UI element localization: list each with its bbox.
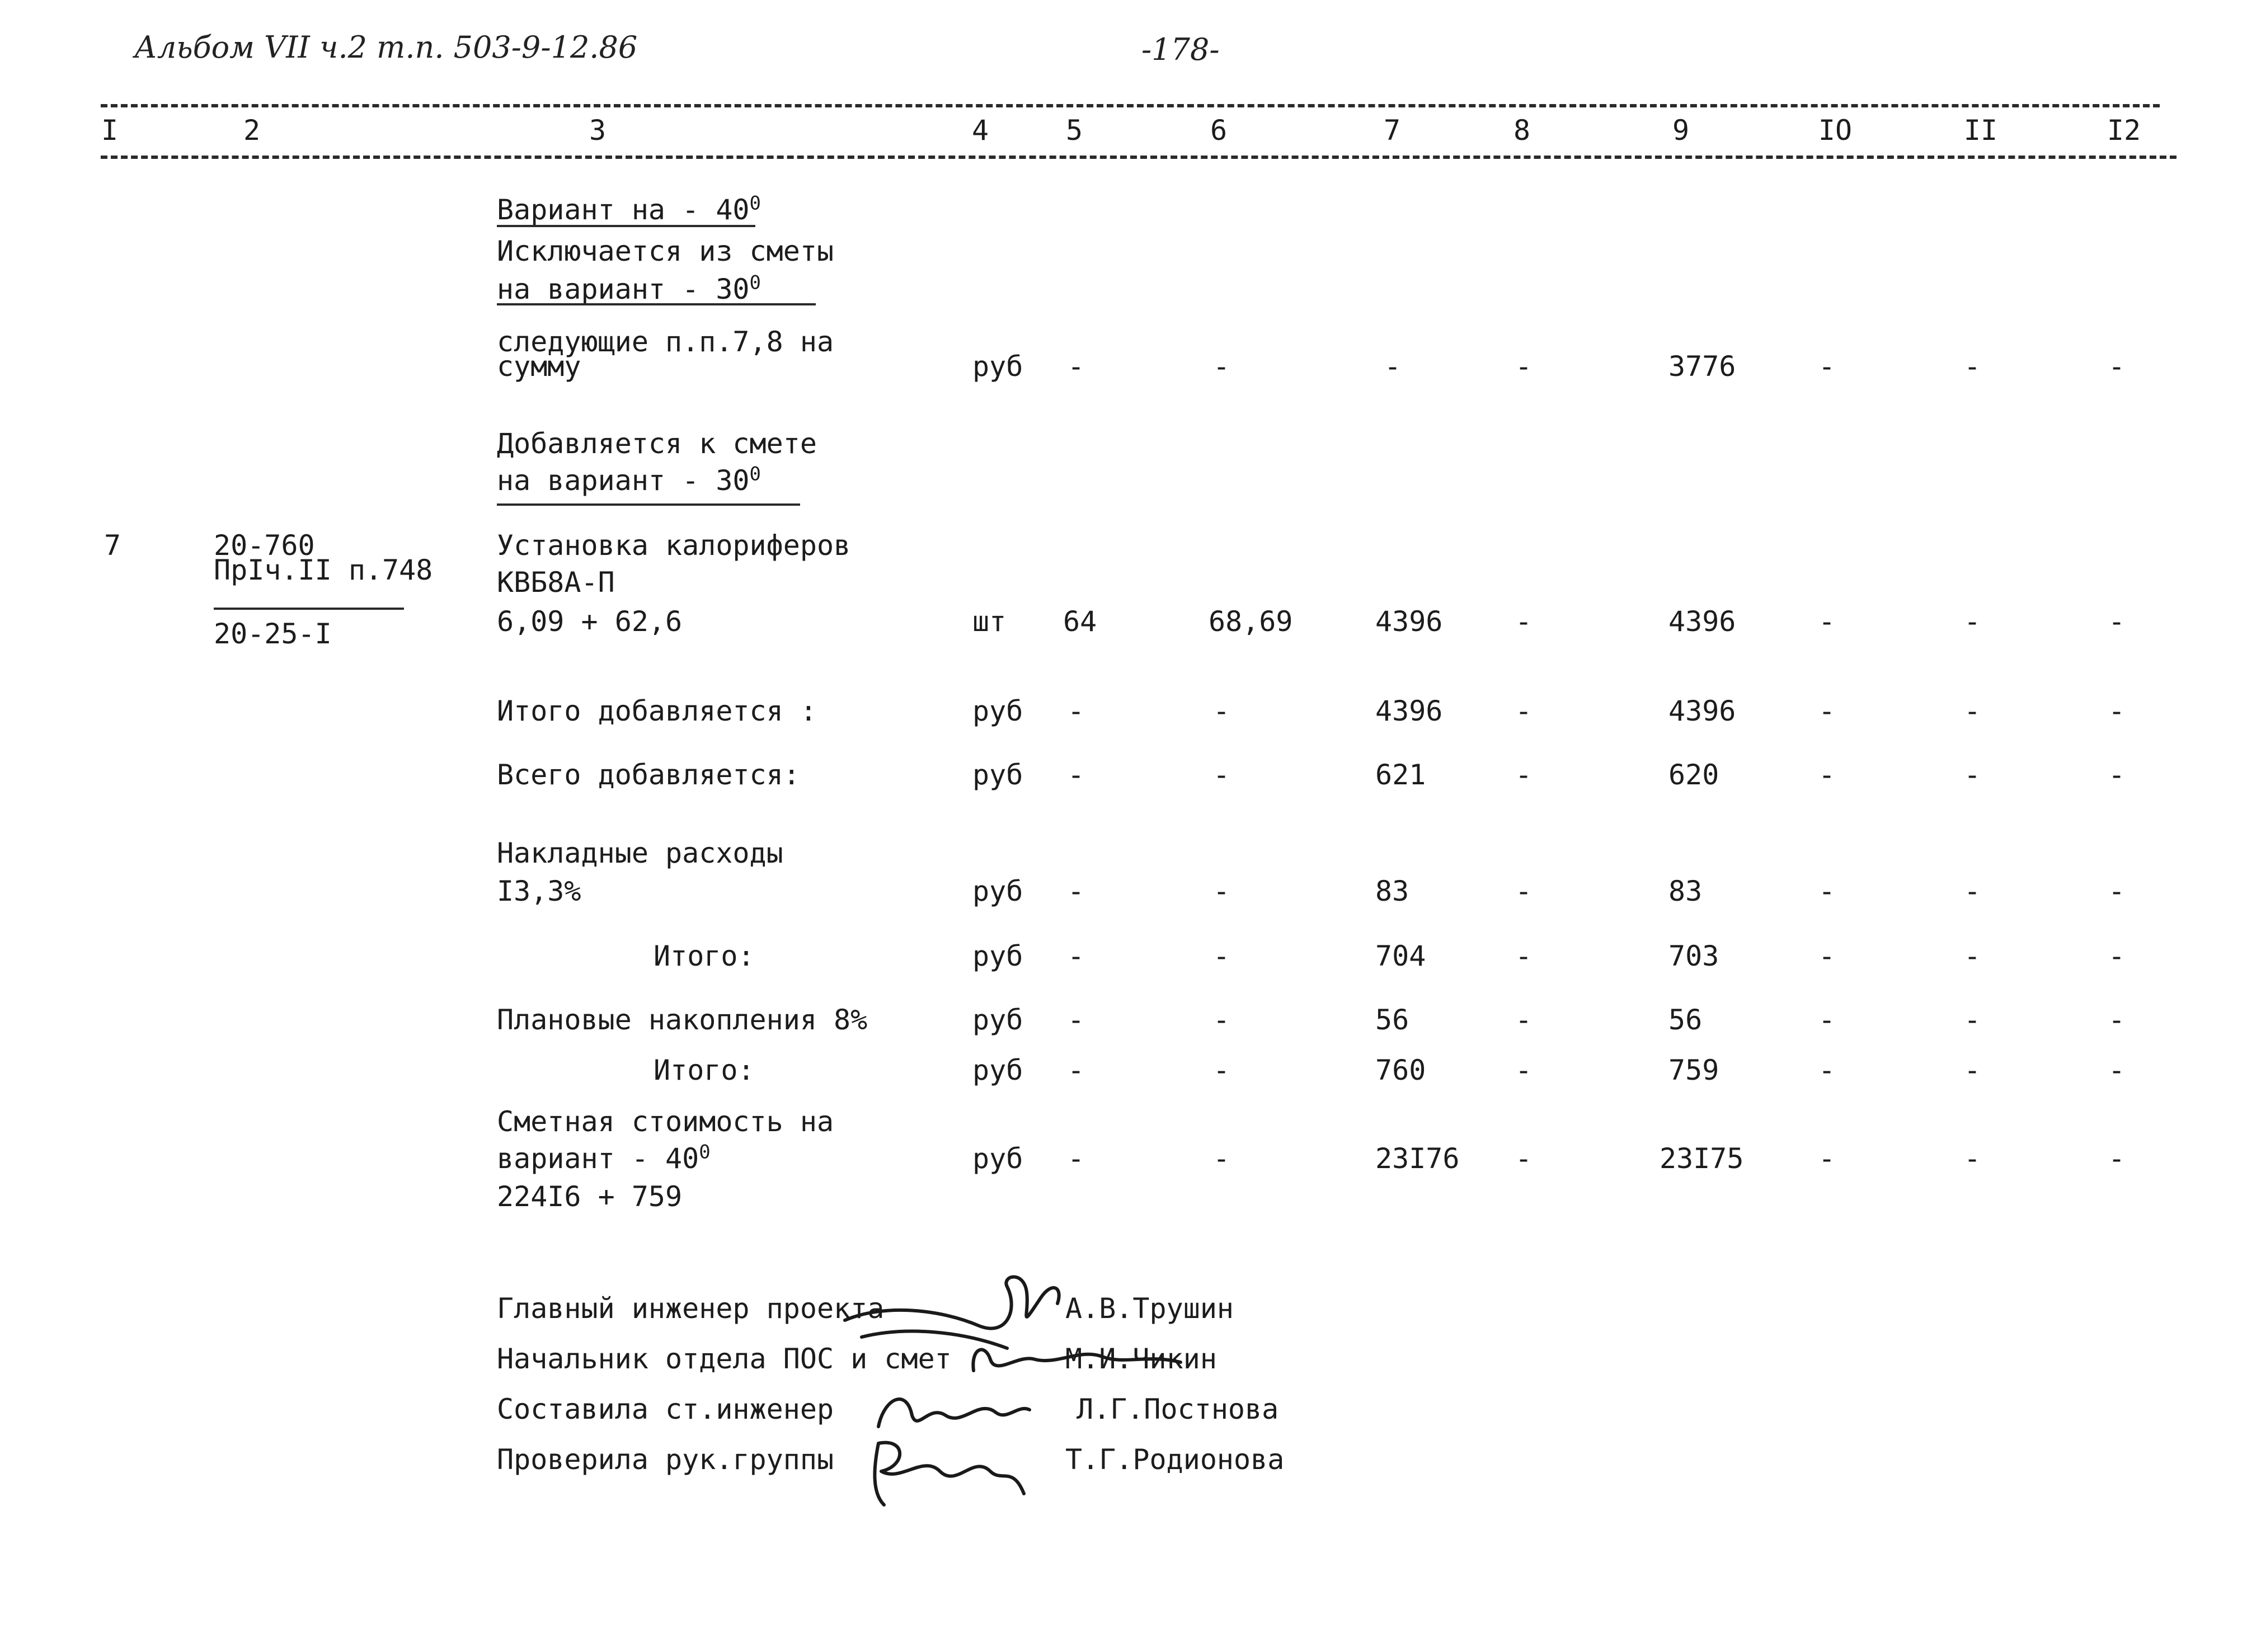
cell-c8: - [1515,695,1533,727]
cell-c7: 83 [1375,875,1409,907]
excluded-items-line-2: сумму [497,350,581,383]
cell-c8: - [1515,1142,1533,1175]
item-name-3: 6,09 + 62,6 [497,605,683,638]
cell-c12: - [2108,940,2126,972]
col-header-2: 2 [243,114,261,147]
cell-unit: руб [972,350,1023,383]
cell-c11: - [1964,1054,1981,1086]
cell-c10: - [1818,1142,1836,1175]
added-line-1: Добавляется к смете [497,427,817,460]
excluded-line-2: на вариант - $30^0$ [497,271,761,305]
signature-name: М.И.Чикин [1065,1343,1217,1375]
cell-c10: - [1818,875,1836,907]
cell-c11: - [1964,350,1981,383]
signature-role: Главный инженер проекта [497,1292,885,1325]
album-reference: Альбом VII ч.2 т.п. 503-9-12.86 [134,30,638,65]
signature-name: Л.Г.Постнова [1077,1393,1279,1425]
cell-c12: - [2108,1054,2126,1086]
cell-unit: руб [972,1004,1023,1036]
row-label: Плановые накопления 8% [497,1004,868,1036]
header-rule-top [101,104,2160,107]
handwritten-signature-2 [968,1331,1203,1382]
cell-c10: - [1818,1054,1836,1086]
handwritten-signature-4 [862,1432,1041,1516]
item-code-3: 20-25-I [214,618,332,650]
cell-c8: - [1515,1054,1533,1086]
signature-role: Начальник отдела ПОС и смет [497,1343,952,1375]
cell-c12: - [2108,605,2126,638]
added-underline [497,503,800,506]
page-number: -178- [1141,32,1220,67]
cell-c7: 56 [1375,1004,1409,1036]
cell-c11: - [1964,759,1981,791]
cell-c10: - [1818,605,1836,638]
cell-c9: 83 [1668,875,1703,907]
cell-c6: - [1213,1054,1230,1086]
cell-c5: - [1068,940,1085,972]
cell-c11: - [1964,1142,1981,1175]
col-header-10: IO [1818,114,1853,147]
col-header-4: 4 [971,114,989,147]
cell-c7: 621 [1375,759,1426,791]
cell-c10: - [1818,1004,1836,1036]
row-label-rate: I3,3% [497,875,581,907]
variant-title-underline [497,225,755,227]
col-header-5: 5 [1065,114,1083,147]
cell-c11: - [1964,940,1981,972]
cell-c6: - [1213,875,1230,907]
row-label: Сметная стоимость на [497,1105,834,1138]
cell-c6: - [1213,695,1230,727]
cell-c6: - [1213,1142,1230,1175]
cell-c10: - [1818,940,1836,972]
cell-c12: - [2108,759,2126,791]
cell-c12: - [2108,875,2126,907]
excluded-underline [497,303,816,305]
cell-c5: - [1068,695,1085,727]
cell-c10: - [1818,350,1836,383]
cell-c6: - [1213,1004,1230,1036]
item-number: 7 [104,529,121,562]
cell-c9: 23I75 [1660,1142,1744,1175]
cell-c7: 4396 [1375,605,1443,638]
handwritten-signature-3 [867,1382,1035,1438]
variant-title: Вариант на - $40^0$ [497,192,761,226]
cell-c11: - [1964,875,1981,907]
cell-c5: - [1068,759,1085,791]
cell-c8: - [1515,350,1533,383]
row-label: Всего добавляется: [497,759,800,791]
signature-name: Т.Г.Родионова [1065,1443,1285,1476]
cell-c6: - [1213,350,1230,383]
cell-c11: - [1964,695,1981,727]
cell-c5: - [1068,1004,1085,1036]
cell-c6: - [1213,940,1230,972]
excluded-items-line-1: следующие п.п.7,8 на [497,326,834,358]
cell-unit: руб [972,1142,1023,1175]
signature-name: А.В.Трушин [1065,1292,1234,1325]
item-code-divider [214,608,404,610]
cell-c5: 64 [1063,605,1097,638]
item-name-2: КВБ8А-П [497,566,615,599]
cell-c11: - [1964,1004,1981,1036]
cell-c11: - [1964,605,1981,638]
header-rule-bottom [101,156,2177,159]
row-label-variant: вариант - $40^0$ [497,1141,711,1175]
col-header-8: 8 [1513,114,1531,147]
cell-unit: руб [972,759,1023,791]
cell-c8: - [1515,759,1533,791]
cell-c7: 704 [1375,940,1426,972]
row-label: Накладные расходы [497,837,783,869]
row-label: Итого добавляется : [497,695,817,727]
cell-c8: - [1515,940,1533,972]
cell-c12: - [2108,350,2126,383]
excluded-line-1: Исключается из сметы [497,235,834,267]
col-header-1: I [101,114,119,147]
col-header-3: 3 [589,114,607,147]
cell-c9: 56 [1668,1004,1703,1036]
cell-c5: - [1068,875,1085,907]
cell-c5: - [1068,350,1085,383]
cell-c7: 760 [1375,1054,1426,1086]
cell-c5: - [1068,1142,1085,1175]
cell-unit: руб [972,940,1023,972]
item-code-1: 20-760 [214,529,315,562]
cell-c8: - [1515,875,1533,907]
row-label-formula: 224I6 + 759 [497,1180,683,1213]
cell-c9: 620 [1668,759,1719,791]
cell-unit: шт [972,605,1007,638]
signature-role: Составила ст.инженер [497,1393,834,1425]
signature-role: Проверила рук.группы [497,1443,834,1476]
cell-c7: 23I76 [1375,1142,1460,1175]
cell-c5: - [1068,1054,1085,1086]
cell-c7: - [1384,350,1402,383]
row-label: Итого: [654,940,755,972]
added-line-2: на вариант - $30^0$ [497,463,761,497]
cell-c9: 3776 [1668,350,1736,383]
cell-unit: руб [972,695,1023,727]
col-header-6: 6 [1210,114,1228,147]
col-header-7: 7 [1383,114,1401,147]
cell-c8: - [1515,1004,1533,1036]
col-header-9: 9 [1672,114,1690,147]
cell-unit: руб [972,875,1023,907]
cell-c7: 4396 [1375,695,1443,727]
cell-c6: - [1213,759,1230,791]
cell-c10: - [1818,759,1836,791]
item-code-2: ПрIч.II п.748 [214,554,433,586]
cell-c9: 4396 [1668,605,1736,638]
cell-c12: - [2108,695,2126,727]
item-name-1: Установка калориферов [497,529,851,562]
row-label: Итого: [654,1054,755,1086]
cell-c6: 68,69 [1209,605,1293,638]
cell-c12: - [2108,1142,2126,1175]
cell-c10: - [1818,695,1836,727]
cell-unit: руб [972,1054,1023,1086]
cell-c8: - [1515,605,1533,638]
cell-c12: - [2108,1004,2126,1036]
col-header-11: II [1963,114,1998,147]
cell-c9: 759 [1668,1054,1719,1086]
cell-c9: 703 [1668,940,1719,972]
col-header-12: I2 [2107,114,2141,147]
cell-c9: 4396 [1668,695,1736,727]
